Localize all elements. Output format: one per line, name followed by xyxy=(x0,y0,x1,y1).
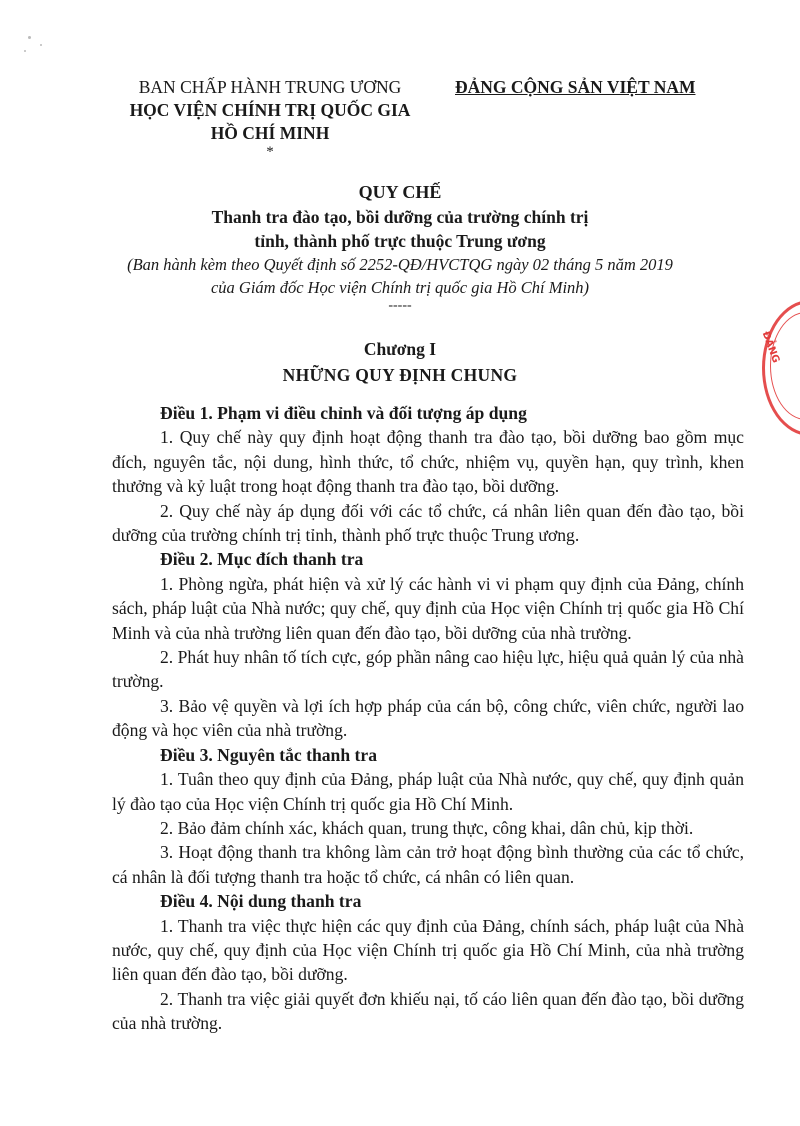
article-heading: Điều 1. Phạm vi điều chỉnh và đối tượng áp dụng xyxy=(160,403,527,423)
issuance-note-1: (Ban hành kèm theo Quyết định số 2252-QĐ/HVCTQG ngày 02 tháng 5 năm 2019 xyxy=(127,255,673,274)
clause-paragraph: 3. Bảo vệ quyền và lợi ích hợp pháp của cán bộ, công chức, viên chức, người lao động và học viên của nhà trường. xyxy=(112,695,744,741)
clause-paragraph: 1. Quy chế này quy định hoạt động thanh tra đào tạo, bồi dưỡng bao gồm mục đích, nguyên tắc, nội dung, hình thức, tổ chức, nhiệm vụ, quyền hạn, quy trình, khen thưởng và kỷ luật trong hoạt động thanh tra đào tạo, bồi dưỡng. xyxy=(112,427,744,497)
scan-speck xyxy=(28,36,31,39)
chapter-name: NHỮNG QUY ĐỊNH CHUNG xyxy=(282,365,518,385)
article-heading: Điều 3. Nguyên tắc thanh tra xyxy=(160,744,377,765)
clause-paragraph: 3. Hoạt động thanh tra không làm cản trở hoạt động bình thường của các tổ chức, cá nhân là đối tượng thanh tra hoặc tổ chức, cá nhân có liên quan. xyxy=(112,842,744,887)
clause-paragraph: 2. Thanh tra việc giải quyết đơn khiếu nại, tố cáo liên quan đến đào tạo, bồi dưỡng của nhà trường. xyxy=(112,988,744,1034)
title-line-2: Thanh tra đào tạo, bồi dưỡng của trường chính trị xyxy=(211,207,589,227)
authority-line-2: HỌC VIỆN CHÍNH TRỊ QUỐC GIA xyxy=(129,100,411,120)
title-separator: ----- xyxy=(388,298,412,313)
clause-paragraph: 2. Phát huy nhân tố tích cực, góp phần nâng cao hiệu lực, hiệu quả quản lý của nhà trường. xyxy=(112,647,744,692)
clause-paragraph: 2. Quy chế này áp dụng đối với các tổ chức, cá nhân liên quan đến đào tạo, bồi dưỡng của trường chính trị tỉnh, thành phố trực thuộc Trung ương. xyxy=(112,500,744,546)
scan-speck xyxy=(40,44,42,46)
document-body xyxy=(112,401,744,1036)
clause-paragraph: 2. Bảo đảm chính xác, khách quan, trung thực, công khai, dân chủ, kịp thời. xyxy=(160,817,694,838)
clause-paragraph: 1. Phòng ngừa, phát hiện và xử lý các hành vi vi phạm quy định của Đảng, chính sách, pháp luật của Nhà nước; quy chế, quy định của Học viện Chính trị quốc gia Hồ Chí Minh và của nhà trường liên quan đến đào tạo, bồi dưỡng của nhà trường. xyxy=(112,573,744,643)
authority-star: * xyxy=(266,144,274,160)
article-heading: Điều 4. Nội dung thanh tra xyxy=(160,891,362,912)
title-line-3: tỉnh, thành phố trực thuộc Trung ương xyxy=(254,231,546,251)
document-title xyxy=(80,180,720,313)
authority-line-1: BAN CHẤP HÀNH TRUNG ƯƠNG xyxy=(138,77,402,97)
clause-paragraph: 1. Tuân theo quy định của Đảng, pháp luật của Nhà nước, quy chế, quy định quản lý đào tạo của Học viện Chính trị quốc gia Hồ Chí Minh. xyxy=(112,769,744,814)
issuance-note-2: của Giám đốc Học viện Chính trị quốc gia Hồ Chí Minh) xyxy=(210,278,590,297)
party-name: ĐẢNG CỘNG SẢN VIỆT NAM xyxy=(455,77,696,97)
seal-text: ĐẢNG xyxy=(759,330,782,365)
issuing-authority xyxy=(100,76,440,159)
article-heading: Điều 2. Mục đích thanh tra xyxy=(160,549,364,570)
clause-paragraph: 1. Thanh tra việc thực hiện các quy định của Đảng, chính sách, pháp luật của Nhà nước, quy chế, quy định của Học viện Chính trị quốc gia Hồ Chí Minh, của nhà trường liên quan đến đào tạo, bồi dưỡng. xyxy=(112,915,744,985)
chapter-number: Chương I xyxy=(363,339,437,359)
scan-speck xyxy=(24,50,26,52)
title-line-1: QUY CHẾ xyxy=(358,182,442,202)
chapter-heading xyxy=(80,336,720,388)
authority-line-3: HỒ CHÍ MINH xyxy=(210,123,330,143)
